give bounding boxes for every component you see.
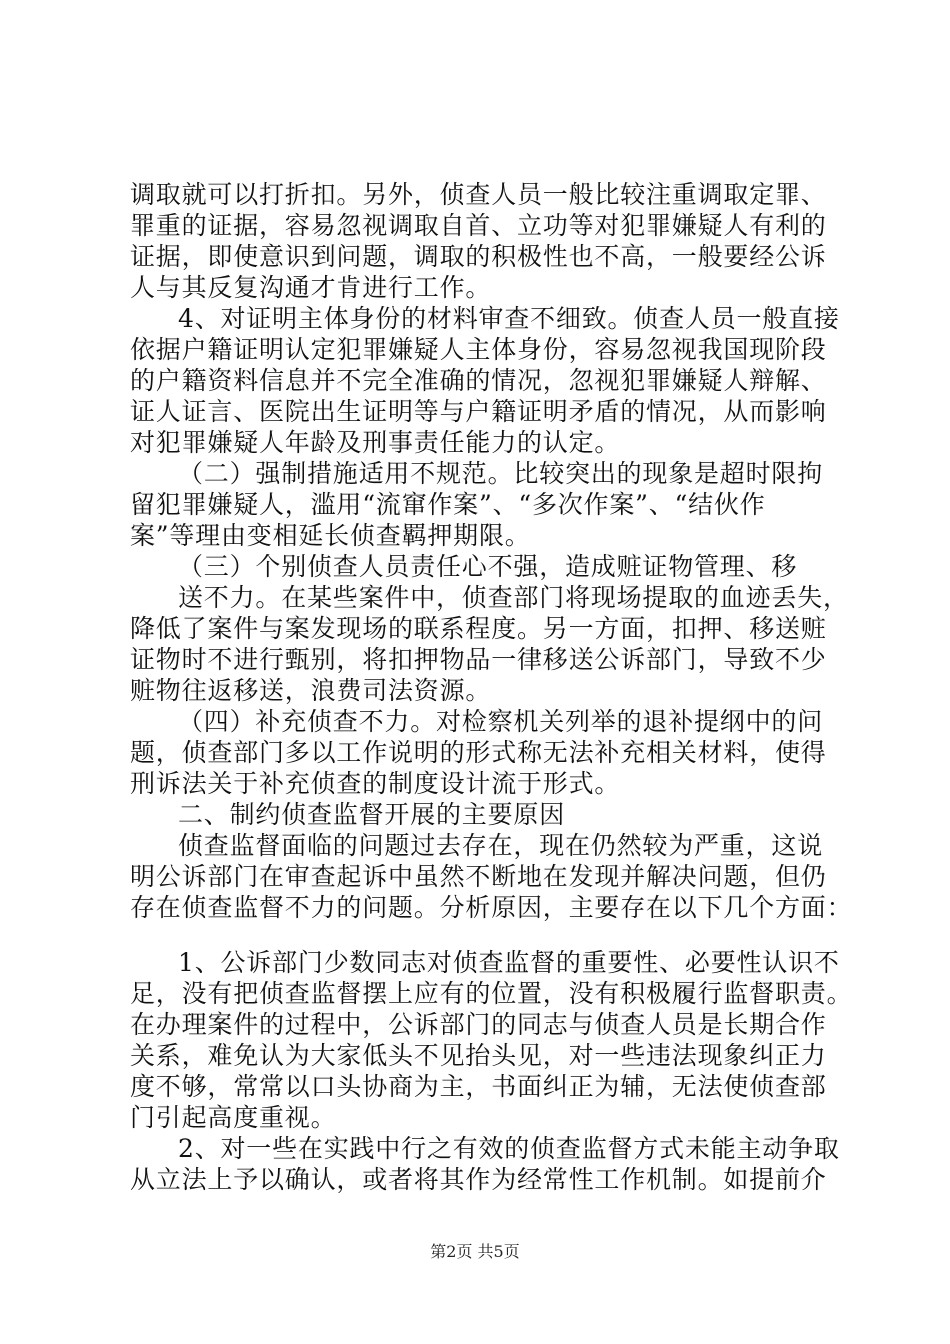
text-line: 明公诉部门在审查起诉中虽然不断地在发现并解决问题，但仍 — [130, 862, 827, 891]
text-line: 调取就可以打折扣。另外，侦查人员一般比较注重调取定罪、 — [130, 180, 827, 209]
text-line: 侦查监督面临的问题过去存在，现在仍然较为严重，这说 — [178, 831, 824, 860]
text-line: 对犯罪嫌疑人年龄及刑事责任能力的认定。 — [130, 428, 621, 457]
text-line: 留犯罪嫌疑人，滥用“流窜作案”、“多次作案”、“结伙作 — [130, 490, 766, 519]
text-line: 送不力。在某些案件中，侦查部门将现场提取的血迹丢失， — [178, 583, 849, 612]
text-line: 从立法上予以确认，或者将其作为经常性工作机制。如提前介 — [130, 1165, 827, 1194]
text-line: 在办理案件的过程中，公诉部门的同志与侦查人员是长期合作 — [130, 1010, 827, 1039]
text-line: 赃物往返移送，浪费司法资源。 — [130, 676, 492, 705]
text-line: 度不够，常常以口头协商为主，书面纠正为辅，无法使侦查部 — [130, 1072, 827, 1101]
text-line: 关系，难免认为大家低头不见抬头见，对一些违法现象纠正力 — [130, 1041, 827, 1070]
text-line: （四）补充侦查不力。对检察机关列举的退补提纲中的问 — [178, 707, 824, 736]
text-line: 题，侦查部门多以工作说明的形式称无法补充相关材料，使得 — [130, 738, 827, 767]
text-line: 依据户籍证明认定犯罪嫌疑人主体身份，容易忽视我国现阶段 — [130, 335, 827, 364]
text-line: 案”等理由变相延长侦查羁押期限。 — [130, 521, 531, 550]
text-line: 存在侦查监督不力的问题。分析原因，主要存在以下几个方面： — [130, 893, 853, 922]
text-line: 证物时不进行甄别，将扣押物品一律移送公诉部门，导致不少 — [130, 645, 827, 674]
text-line: 证人证言、医院出生证明等与户籍证明矛盾的情况，从而影响 — [130, 397, 827, 426]
text-line: 足，没有把侦查监督摆上应有的位置，没有积极履行监督职责。 — [130, 979, 853, 1008]
section-heading: 二、制约侦查监督开展的主要原因 — [178, 800, 566, 829]
text-line: 证据，即使意识到问题，调取的积极性也不高，一般要经公诉 — [130, 242, 827, 271]
page-footer: 第2页 共5页 — [430, 1242, 520, 1261]
text-line: 的户籍资料信息并不完全准确的情况，忽视犯罪嫌疑人辩解、 — [130, 366, 827, 395]
text-line: （二）强制措施适用不规范。比较突出的现象是超时限拘 — [178, 459, 824, 488]
text-line: 门引起高度重视。 — [130, 1103, 337, 1132]
text-line: 1、公诉部门少数同志对侦查监督的重要性、必要性认识不 — [178, 948, 840, 977]
text-line: 刑诉法关于补充侦查的制度设计流于形式。 — [130, 769, 621, 798]
text-line: 4、对证明主体身份的材料审查不细致。侦查人员一般直接 — [178, 304, 840, 333]
text-line: 2、对一些在实践中行之有效的侦查监督方式未能主动争取 — [178, 1134, 840, 1163]
text-line: 人与其反复沟通才肯进行工作。 — [130, 273, 492, 302]
text-line: 降低了案件与案发现场的联系程度。另一方面，扣押、移送赃 — [130, 614, 827, 643]
text-line: 罪重的证据，容易忽视调取自首、立功等对犯罪嫌疑人有利的 — [130, 211, 827, 240]
text-line: （三）个别侦查人员责任心不强，造成赃证物管理、移 — [178, 552, 798, 581]
